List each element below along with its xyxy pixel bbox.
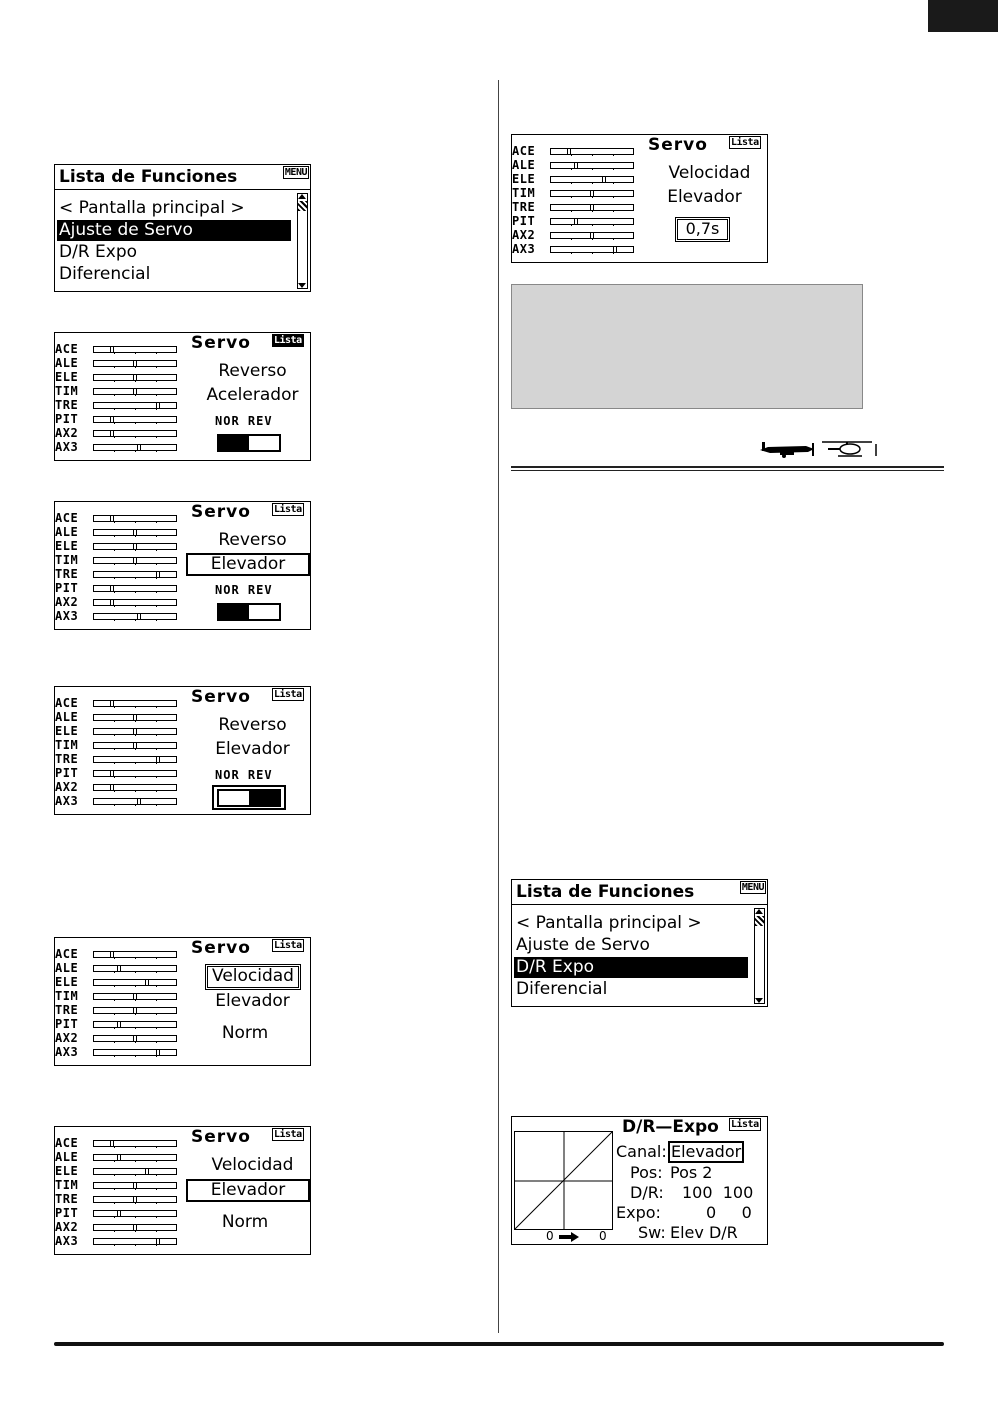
channel-position-marker — [133, 388, 137, 395]
menu-screen-1 — [54, 164, 311, 292]
nor-rev-label: NOR REV — [215, 768, 273, 782]
channel-position-marker — [133, 360, 137, 367]
helicopter-icon — [822, 442, 876, 456]
channel-position-marker — [145, 1168, 149, 1175]
menu-item-selected[interactable]: Ajuste de Servo — [57, 220, 291, 241]
channel-bar — [93, 1224, 177, 1231]
bottom-rule — [54, 1342, 944, 1346]
servo-function[interactable]: Reverso — [218, 361, 287, 381]
scroll-thumb[interactable] — [755, 916, 764, 926]
servo-screen-6 — [511, 134, 768, 263]
channel-position-marker — [133, 1035, 137, 1042]
scroll-up-icon[interactable] — [298, 194, 306, 199]
lista-badge[interactable]: Lista — [731, 137, 759, 148]
channel-label: AX3 — [55, 794, 79, 808]
channel-position-marker — [110, 700, 114, 707]
menu-item[interactable]: < Pantalla principal > — [516, 913, 702, 933]
dr-expo-title: D/R—Expo — [622, 1117, 719, 1137]
divider — [55, 189, 310, 190]
channel-bar — [93, 557, 177, 564]
channel-label: AX3 — [55, 609, 79, 623]
channel-position-marker — [156, 1049, 160, 1056]
axis-left-value: 0 — [546, 1229, 554, 1243]
servo-screen-2 — [54, 501, 311, 630]
channel-label: TRE — [55, 1192, 79, 1206]
pos-value[interactable]: Pos 2 — [670, 1163, 713, 1182]
channel-bar — [550, 204, 634, 211]
channel-label: TRE — [55, 567, 79, 581]
pos-label: Pos: — [630, 1163, 663, 1182]
servo-title: Servo — [191, 687, 251, 707]
channel-position-marker — [110, 515, 114, 522]
channel-position-marker — [156, 402, 160, 409]
channel-label: ALE — [55, 1150, 79, 1164]
channel-bar — [93, 1238, 177, 1245]
channel-bar — [93, 700, 177, 707]
expo-values[interactable]: 0 0 — [706, 1203, 752, 1222]
channel-position-marker — [133, 993, 137, 1000]
menu-item[interactable]: D/R Expo — [59, 242, 138, 262]
servo-channel-selected[interactable]: Elevador — [186, 1179, 310, 1202]
channel-label: TIM — [55, 1178, 79, 1192]
channel-position-marker — [110, 430, 114, 437]
axis-right-value: 0 — [599, 1229, 607, 1243]
channel-label: TIM — [55, 553, 79, 567]
channel-label: PIT — [512, 214, 536, 228]
channel-position-marker — [110, 346, 114, 353]
servo-function-selected[interactable]: Velocidad — [207, 966, 299, 988]
servo-title: Servo — [648, 135, 708, 155]
scroll-down-icon[interactable] — [298, 283, 306, 288]
channel-label: TIM — [512, 186, 536, 200]
servo-function[interactable]: Velocidad — [211, 1155, 294, 1175]
servo-title: Servo — [191, 938, 251, 958]
channel-bar — [93, 798, 177, 805]
channel-bar — [93, 1168, 177, 1175]
channel-label: ALE — [55, 710, 79, 724]
channel-bar — [93, 951, 177, 958]
channel-bar — [93, 742, 177, 749]
channel-label: PIT — [55, 412, 79, 426]
channel-label: ACE — [55, 511, 79, 525]
channel-position-marker — [110, 951, 114, 958]
channel-label: PIT — [55, 1206, 79, 1220]
speed-value[interactable]: Norm — [221, 1023, 269, 1043]
servo-function[interactable]: Reverso — [218, 530, 287, 550]
airplane-helicopter-icon — [758, 438, 880, 460]
nor-rev-label: NOR REV — [215, 414, 273, 428]
channel-bar — [550, 176, 634, 183]
menu-item[interactable]: Diferencial — [59, 264, 151, 284]
channel-bar — [93, 770, 177, 777]
section-rule — [511, 466, 944, 468]
channel-label: ACE — [512, 144, 536, 158]
channel-label: ACE — [55, 1136, 79, 1150]
channel-label: ELE — [55, 1164, 79, 1178]
scroll-up-icon[interactable] — [755, 909, 763, 914]
channel-position-marker — [133, 714, 137, 721]
servo-screen-3 — [54, 686, 311, 815]
channel-bar — [93, 543, 177, 550]
channel-position-marker — [133, 1182, 137, 1189]
channel-position-marker — [574, 218, 578, 225]
servo-channel[interactable]: Elevador — [215, 991, 290, 1011]
sw-value[interactable]: Elev D/R — [670, 1223, 738, 1242]
channel-position-marker — [133, 543, 137, 550]
channel-label: AX3 — [55, 1234, 79, 1248]
channel-position-marker — [133, 1224, 137, 1231]
channel-position-marker — [110, 770, 114, 777]
channel-bar — [550, 162, 634, 169]
channel-label: TRE — [55, 752, 79, 766]
channel-label: ELE — [55, 724, 79, 738]
arrow-right-icon — [559, 1232, 581, 1242]
channel-position-marker — [156, 571, 160, 578]
menu-title: Lista de Funciones — [59, 167, 238, 187]
channel-bar — [93, 1021, 177, 1028]
channel-label: ACE — [55, 342, 79, 356]
channel-bar — [93, 993, 177, 1000]
channel-position-marker — [137, 613, 141, 620]
channel-label: ALE — [512, 158, 536, 172]
dr-values[interactable]: 100 100 — [682, 1183, 754, 1202]
channel-label: AX2 — [55, 426, 79, 440]
channel-position-marker — [117, 1021, 121, 1028]
channel-bar — [93, 374, 177, 381]
channel-position-marker — [133, 529, 137, 536]
channel-label: ACE — [55, 696, 79, 710]
channel-bar — [93, 585, 177, 592]
channel-label: ALE — [55, 356, 79, 370]
scroll-thumb[interactable] — [298, 201, 307, 211]
channel-label: TIM — [55, 989, 79, 1003]
servo-channel-selected[interactable]: Elevador — [186, 553, 310, 576]
channel-label: ALE — [55, 525, 79, 539]
channel-bar — [93, 1154, 177, 1161]
channel-bar — [93, 784, 177, 791]
channel-label: ELE — [55, 370, 79, 384]
channel-bar — [93, 529, 177, 536]
channel-label: AX2 — [55, 1220, 79, 1234]
reverse-toggle[interactable] — [217, 603, 281, 621]
channel-position-marker — [137, 444, 141, 451]
divider — [512, 904, 767, 905]
dr-expo-screen — [511, 1116, 768, 1245]
sw-label: Sw: — [638, 1223, 666, 1242]
channel-bar — [93, 360, 177, 367]
channel-bar — [93, 965, 177, 972]
channel-position-marker — [133, 1007, 137, 1014]
expo-label: Expo: — [616, 1203, 661, 1222]
channel-label: TRE — [512, 200, 536, 214]
channel-label: TIM — [55, 384, 79, 398]
channel-position-marker — [133, 728, 137, 735]
channel-position-marker — [117, 965, 121, 972]
canal-value[interactable]: Elevador — [668, 1141, 744, 1163]
channel-bar — [93, 613, 177, 620]
channel-position-marker — [590, 204, 594, 211]
channel-bar — [93, 1035, 177, 1042]
note-box — [511, 284, 863, 409]
channel-label: AX3 — [512, 242, 536, 256]
channel-label: AX2 — [512, 228, 536, 242]
corner-tab — [928, 0, 998, 32]
expo-curve-graph — [514, 1131, 613, 1230]
menu-item[interactable]: Diferencial — [516, 979, 608, 999]
channel-bar — [93, 1210, 177, 1217]
menu-item-selected[interactable]: D/R Expo — [514, 957, 748, 978]
section-rule-thin — [511, 470, 944, 471]
channel-label: ELE — [55, 539, 79, 553]
channel-bar — [550, 148, 634, 155]
channel-position-marker — [133, 374, 137, 381]
channel-position-marker — [133, 742, 137, 749]
airplane-icon — [760, 442, 814, 458]
lista-badge[interactable]: Lista — [274, 940, 302, 951]
channel-bar — [93, 571, 177, 578]
channel-label: ELE — [512, 172, 536, 186]
servo-function[interactable]: Reverso — [218, 715, 287, 735]
channel-position-marker — [574, 162, 578, 169]
servo-channel[interactable]: Elevador — [215, 739, 290, 759]
lista-badge[interactable]: Lista — [274, 1129, 302, 1140]
channel-bar — [93, 402, 177, 409]
channel-label: PIT — [55, 581, 79, 595]
reverse-toggle[interactable] — [217, 789, 281, 807]
nor-rev-label: NOR REV — [215, 583, 273, 597]
channel-label: AX3 — [55, 440, 79, 454]
speed-value[interactable]: Norm — [221, 1212, 269, 1232]
channel-label: TRE — [55, 1003, 79, 1017]
reverse-toggle[interactable] — [217, 434, 281, 452]
scroll-down-icon[interactable] — [755, 998, 763, 1003]
channel-position-marker — [133, 1196, 137, 1203]
channel-position-marker — [137, 798, 141, 805]
channel-position-marker — [117, 1210, 121, 1217]
channel-position-marker — [110, 1140, 114, 1147]
lista-badge[interactable]: Lista — [274, 689, 302, 700]
servo-channel[interactable]: Acelerador — [206, 385, 299, 405]
channel-bar — [550, 232, 634, 239]
menu-item[interactable]: < Pantalla principal > — [59, 198, 245, 218]
lista-badge[interactable]: Lista — [274, 335, 302, 346]
channel-position-marker — [156, 756, 160, 763]
channel-bar — [93, 1196, 177, 1203]
channel-bar — [93, 714, 177, 721]
channel-bar — [93, 346, 177, 353]
channel-position-marker — [613, 246, 617, 253]
channel-label: TIM — [55, 738, 79, 752]
channel-position-marker — [110, 585, 114, 592]
channel-bar — [93, 728, 177, 735]
menu-badge[interactable]: MENU — [741, 882, 764, 893]
channel-bar — [550, 246, 634, 253]
channel-position-marker — [567, 148, 571, 155]
channel-position-marker — [110, 784, 114, 791]
servo-channel[interactable]: Elevador — [667, 187, 742, 207]
channel-label: PIT — [55, 766, 79, 780]
channel-position-marker — [110, 599, 114, 606]
channel-position-marker — [602, 176, 606, 183]
menu-item[interactable]: Ajuste de Servo — [516, 935, 650, 955]
channel-label: ACE — [55, 947, 79, 961]
channel-bar — [93, 1182, 177, 1189]
channel-label: AX3 — [55, 1045, 79, 1059]
channel-position-marker — [156, 1238, 160, 1245]
channel-bar — [93, 1007, 177, 1014]
channel-label: AX2 — [55, 780, 79, 794]
channel-label: PIT — [55, 1017, 79, 1031]
channel-bar — [550, 190, 634, 197]
channel-bar — [93, 388, 177, 395]
channel-bar — [93, 1049, 177, 1056]
channel-position-marker — [133, 557, 137, 564]
channel-position-marker — [117, 1154, 121, 1161]
lista-badge[interactable]: Lista — [731, 1119, 759, 1130]
servo-screen-1 — [54, 332, 311, 461]
channel-bar — [93, 430, 177, 437]
menu-badge[interactable]: MENU — [284, 167, 307, 178]
speed-value-selected[interactable]: 0,7s — [677, 219, 728, 240]
channel-label: TRE — [55, 398, 79, 412]
channel-position-marker — [110, 416, 114, 423]
channel-bar — [550, 218, 634, 225]
channel-bar — [93, 1140, 177, 1147]
column-divider — [498, 80, 499, 1333]
servo-function[interactable]: Velocidad — [668, 163, 751, 183]
menu-title: Lista de Funciones — [516, 882, 695, 902]
channel-bar — [93, 416, 177, 423]
channel-bar — [93, 979, 177, 986]
channel-bar — [93, 515, 177, 522]
channel-bar — [93, 756, 177, 763]
channel-label: ALE — [55, 961, 79, 975]
channel-label: ELE — [55, 975, 79, 989]
lista-badge[interactable]: Lista — [274, 504, 302, 515]
dr-label: D/R: — [630, 1183, 664, 1202]
menu-screen-2 — [511, 879, 768, 1007]
servo-title: Servo — [191, 502, 251, 522]
channel-position-marker — [590, 190, 594, 197]
servo-screen-4 — [54, 937, 311, 1066]
channel-position-marker — [145, 979, 149, 986]
servo-title: Servo — [191, 333, 251, 353]
channel-position-marker — [590, 232, 594, 239]
channel-label: AX2 — [55, 1031, 79, 1045]
channel-bar — [93, 599, 177, 606]
servo-title: Servo — [191, 1127, 251, 1147]
channel-label: AX2 — [55, 595, 79, 609]
canal-label: Canal: — [616, 1142, 667, 1161]
channel-bar — [93, 444, 177, 451]
servo-screen-5 — [54, 1126, 311, 1255]
